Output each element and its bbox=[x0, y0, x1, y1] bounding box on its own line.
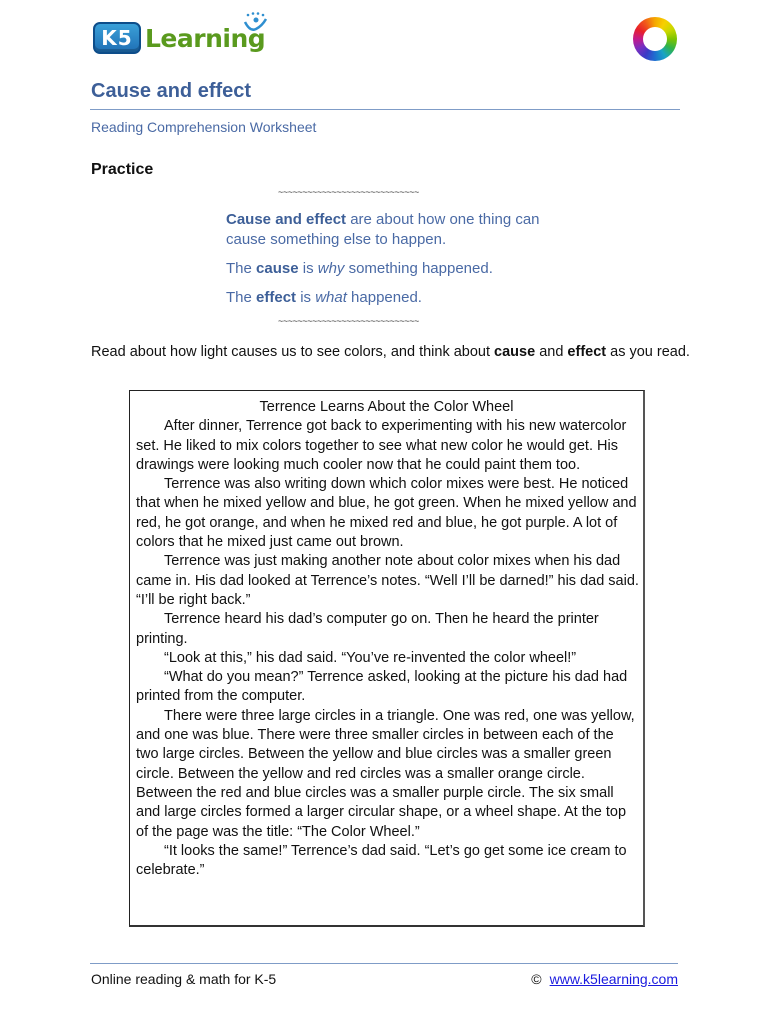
definition-cause bbox=[226, 259, 556, 279]
story-box bbox=[129, 390, 645, 927]
story-paragraph: Terrence was also writing down which color mixes were best. He noticed that when he mixed yellow and blue, he got green. When he mixed yellow and red, he got orange, and when he mixed red and blue, he got purple. A lot of colors that he mixed just came out brown. bbox=[136, 476, 637, 551]
definition-text: is bbox=[298, 260, 318, 277]
logo-figure-icon bbox=[242, 12, 268, 34]
term-effect: effect bbox=[256, 289, 297, 306]
instruction-text: and bbox=[535, 344, 568, 360]
story-paragraph: “It looks the same!” Terrence’s dad said. “Let’s go get some ice cream to celebrate.” bbox=[136, 842, 627, 879]
k5-badge: K5 bbox=[93, 22, 141, 54]
definitions-box bbox=[226, 210, 556, 317]
instruction-cause: cause bbox=[494, 344, 536, 360]
instruction-effect: effect bbox=[567, 344, 607, 360]
color-wheel-icon bbox=[633, 17, 677, 61]
emphasis-what: what bbox=[315, 289, 347, 306]
definition-text: The bbox=[226, 289, 257, 306]
footer-tagline: Online reading & math for K-5 bbox=[91, 971, 277, 987]
tilde-divider-bottom: ~~~~~~~~~~~~~~~~~~~~~~~~~~~~~ bbox=[278, 316, 419, 326]
logo-word-text: Learning bbox=[145, 23, 266, 53]
story-title: Terrence Learns About the Color Wheel bbox=[259, 399, 514, 415]
tilde-divider-top: ~~~~~~~~~~~~~~~~~~~~~~~~~~~~~ bbox=[278, 187, 419, 197]
story-paragraph: There were three large circles in a triangle. One was red, one was yellow, and one was blue. There were three smaller circles in between each of the two large circles. Between the yellow and blue circles was a smaller green circle. Between the yellow and red circles was a smaller orange circle. Between the red and blue circles was a smaller purple circle. The six small and large circles formed a larger circular shape, or a wheel shape. At the top of the page was the title: “The Color Wheel.” bbox=[136, 707, 635, 840]
website-link[interactable]: www.k5learning.com bbox=[549, 971, 678, 987]
k5-learning-logo bbox=[93, 18, 265, 58]
story-paragraph: “Look at this,” his dad said. “You’ve re-invented the color wheel!” bbox=[164, 649, 577, 666]
definition-cause-and-effect bbox=[226, 210, 556, 250]
story-paragraph: Terrence heard his dad’s computer go on. Then he heard the printer printing. bbox=[136, 611, 599, 647]
definition-text: happened. bbox=[346, 289, 422, 306]
story-paragraph: “What do you mean?” Terrence asked, looking at the picture his dad had printed from the computer. bbox=[136, 669, 628, 705]
term-cause: cause bbox=[256, 260, 299, 277]
footer-copyright bbox=[531, 971, 678, 987]
definition-effect bbox=[226, 288, 556, 308]
logo-wordmark bbox=[145, 24, 265, 53]
definition-text: is bbox=[296, 289, 316, 306]
worksheet-subtitle: Reading Comprehension Worksheet bbox=[91, 119, 317, 135]
section-title: Practice bbox=[91, 161, 154, 178]
title-divider bbox=[90, 109, 680, 110]
story-paragraph: After dinner, Terrence got back to experimenting with his new watercolor set. He liked to mix colors together to see what new color he would get. His drawings were looking much cooler now that he could paint them too. bbox=[136, 418, 627, 473]
term-cause-and-effect: Cause and effect bbox=[226, 211, 347, 228]
definition-text: are about how one thing can cause something else to happen. bbox=[226, 211, 540, 248]
instructions bbox=[91, 343, 691, 362]
copyright-icon: © bbox=[531, 971, 542, 987]
definition-text: something happened. bbox=[344, 260, 493, 277]
emphasis-why: why bbox=[317, 260, 345, 277]
definition-text: The bbox=[226, 260, 257, 277]
instruction-text: Read about how light causes us to see colors, and think about bbox=[91, 344, 495, 360]
story-paragraph: Terrence was just making another note about color mixes when his dad came in. His dad looked at Terrence’s notes. “Well I’ll be darned!” his dad said. “I’ll be right back.” bbox=[136, 553, 639, 608]
page-title: Cause and effect bbox=[91, 80, 252, 102]
footer-divider bbox=[90, 963, 678, 964]
instruction-text: as you read. bbox=[606, 344, 690, 360]
